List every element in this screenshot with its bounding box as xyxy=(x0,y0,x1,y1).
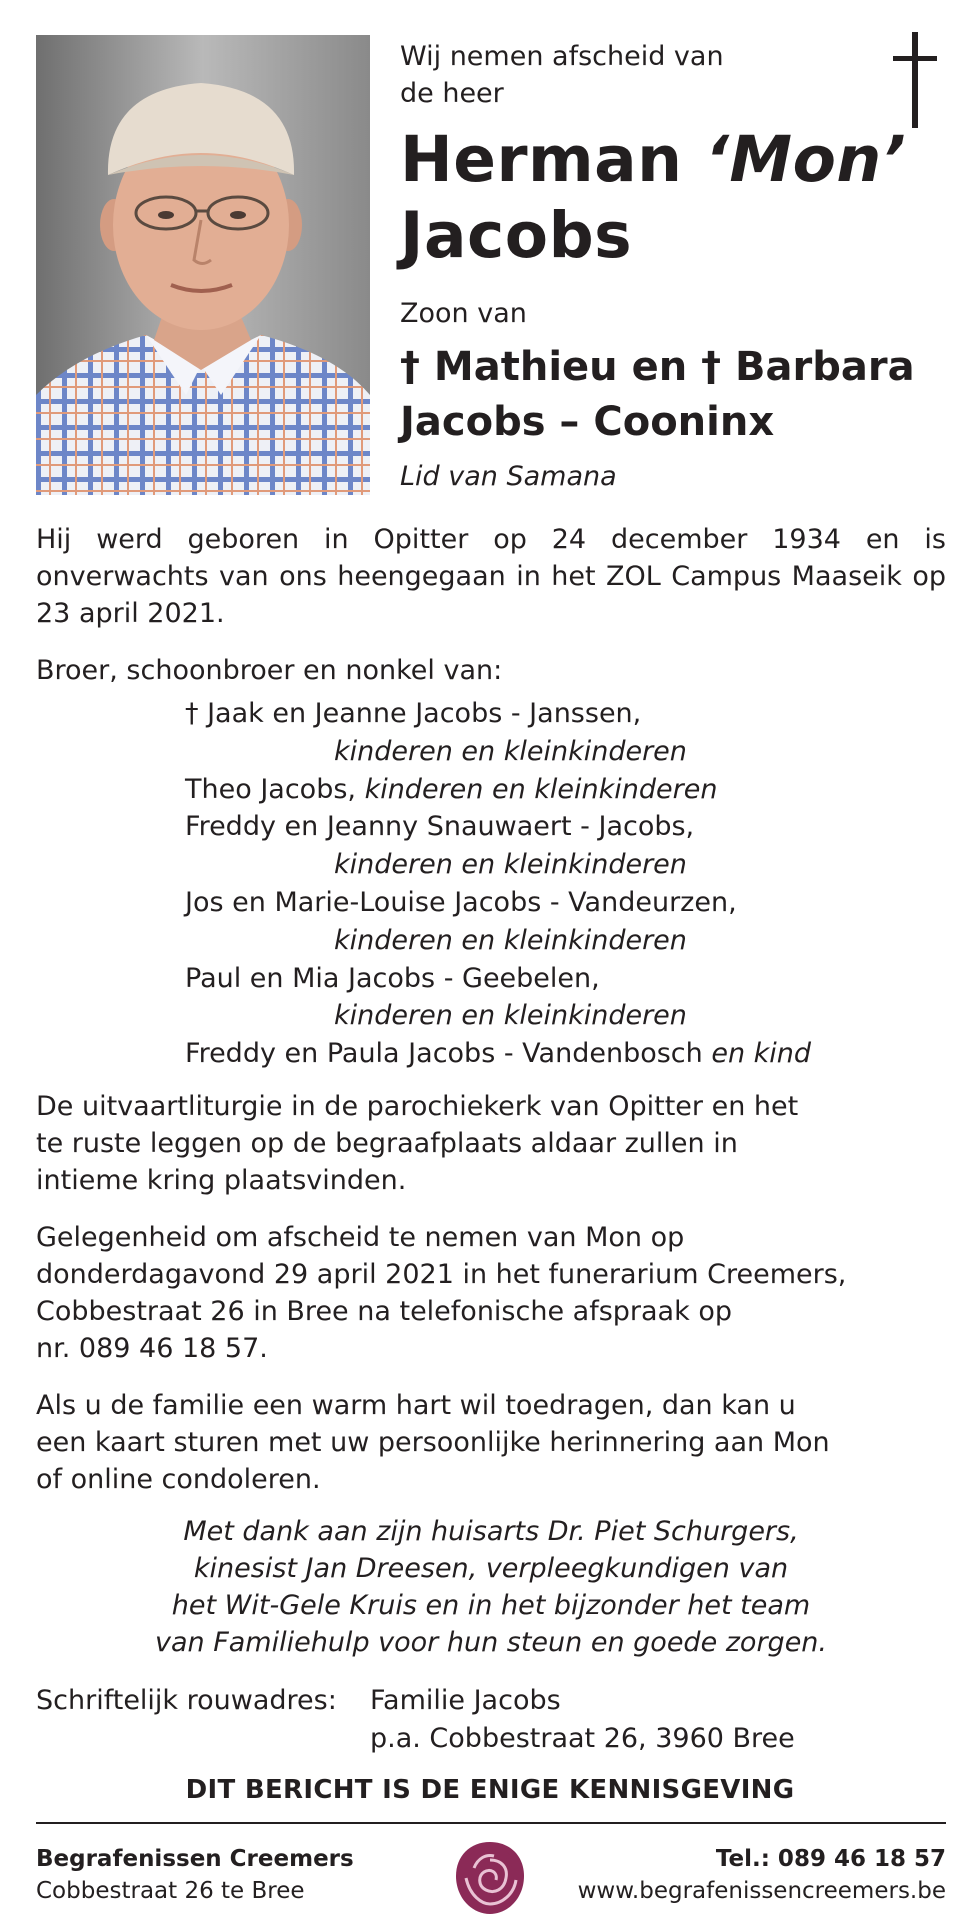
parents-names xyxy=(400,340,960,450)
intro-line: Wij nemen afscheid van xyxy=(400,41,724,72)
relative-suffix: kinderen en kleinkinderen xyxy=(334,924,687,956)
address-line: p.a. Cobbestraat 26, 3960 Bree xyxy=(370,1723,795,1754)
relative-item: Jos en Marie-Louise Jacobs - Vandeurzen, xyxy=(185,886,737,918)
parents-line: † Mathieu en † Barbara xyxy=(400,344,915,390)
relative-item: Theo Jacobs, kinderen en kleinkinderen xyxy=(185,773,718,805)
footer-website[interactable]: www.begrafenissencreemers.be xyxy=(577,1878,946,1904)
notice-banner: DIT BERICHT IS DE ENIGE KENNISGEVING xyxy=(185,1775,795,1805)
relative-item: Paul en Mia Jacobs - Geebelen, xyxy=(185,962,600,994)
deceased-name xyxy=(400,122,960,274)
son-of-label: Zoon van xyxy=(400,298,527,329)
footer-phone: Tel.: 089 46 18 57 xyxy=(715,1846,946,1872)
address-line: Familie Jacobs xyxy=(370,1685,561,1716)
cross-icon xyxy=(893,32,937,128)
birth-death-paragraph: Hij werd geboren in Opitter op 24 december 1934 en is onverwachts van ons heengegaan in het ZOL Campus Maaseik op 23 april 2021. xyxy=(36,524,946,629)
relative-suffix: kinderen en kleinkinderen xyxy=(334,849,687,881)
membership: Lid van Samana xyxy=(400,461,617,492)
farewell-paragraph: Gelegenheid om afscheid te nemen van Mon op donderdagavond 29 april 2021 in het funerarium Creemers, Cobbestraat 26 in Bree na telefonische afspraak op nr. 089 46 18 57. xyxy=(36,1222,847,1364)
name-last: Jacobs xyxy=(400,199,633,272)
rose-icon xyxy=(452,1838,528,1918)
relatives-heading: Broer, schoonbroer en nonkel van: xyxy=(36,655,503,686)
address-label: Schriftelijk rouwadres: xyxy=(36,1685,337,1716)
funeral-paragraph: De uitvaartliturgie in de parochiekerk van Opitter en het te ruste leggen op de begraafplaats aldaar zullen in intieme kring plaatsvinden. xyxy=(36,1091,799,1196)
footer-street: Cobbestraat 26 te Bree xyxy=(36,1878,305,1904)
relative-item: Freddy en Jeanny Snauwaert - Jacobs, xyxy=(185,811,695,843)
footer-divider xyxy=(36,1822,946,1824)
relative-item: † Jaak en Jeanne Jacobs - Janssen, xyxy=(185,698,642,729)
thanks-paragraph: Met dank aan zijn huisarts Dr. Piet Schurgers, kinesist Jan Dreesen, verpleegkundigen van het Wit-Gele Kruis en in het bijzonder het team van Familiehulp voor hun steun en goede zorgen. xyxy=(155,1516,827,1658)
relative-suffix: kinderen en kleinkinderen xyxy=(334,735,687,767)
relatives-list xyxy=(185,695,811,1073)
name-nickname: ‘Mon’ xyxy=(704,123,907,196)
footer-company: Begrafenissen Creemers xyxy=(36,1846,354,1872)
portrait-photo xyxy=(36,35,370,495)
intro-text xyxy=(400,38,724,112)
parents-line: Jacobs – Cooninx xyxy=(400,399,775,445)
intro-line: de heer xyxy=(400,78,504,109)
relative-item: Freddy en Paula Jacobs - Vandenbosch en kind xyxy=(185,1038,812,1070)
condolence-paragraph: Als u de familie een warm hart wil toedragen, dan kan u een kaart sturen met uw persoonlijke herinnering aan Mon of online condoleren. xyxy=(36,1390,830,1495)
relative-suffix: kinderen en kleinkinderen xyxy=(334,1000,687,1032)
name-first: Herman xyxy=(400,123,705,196)
